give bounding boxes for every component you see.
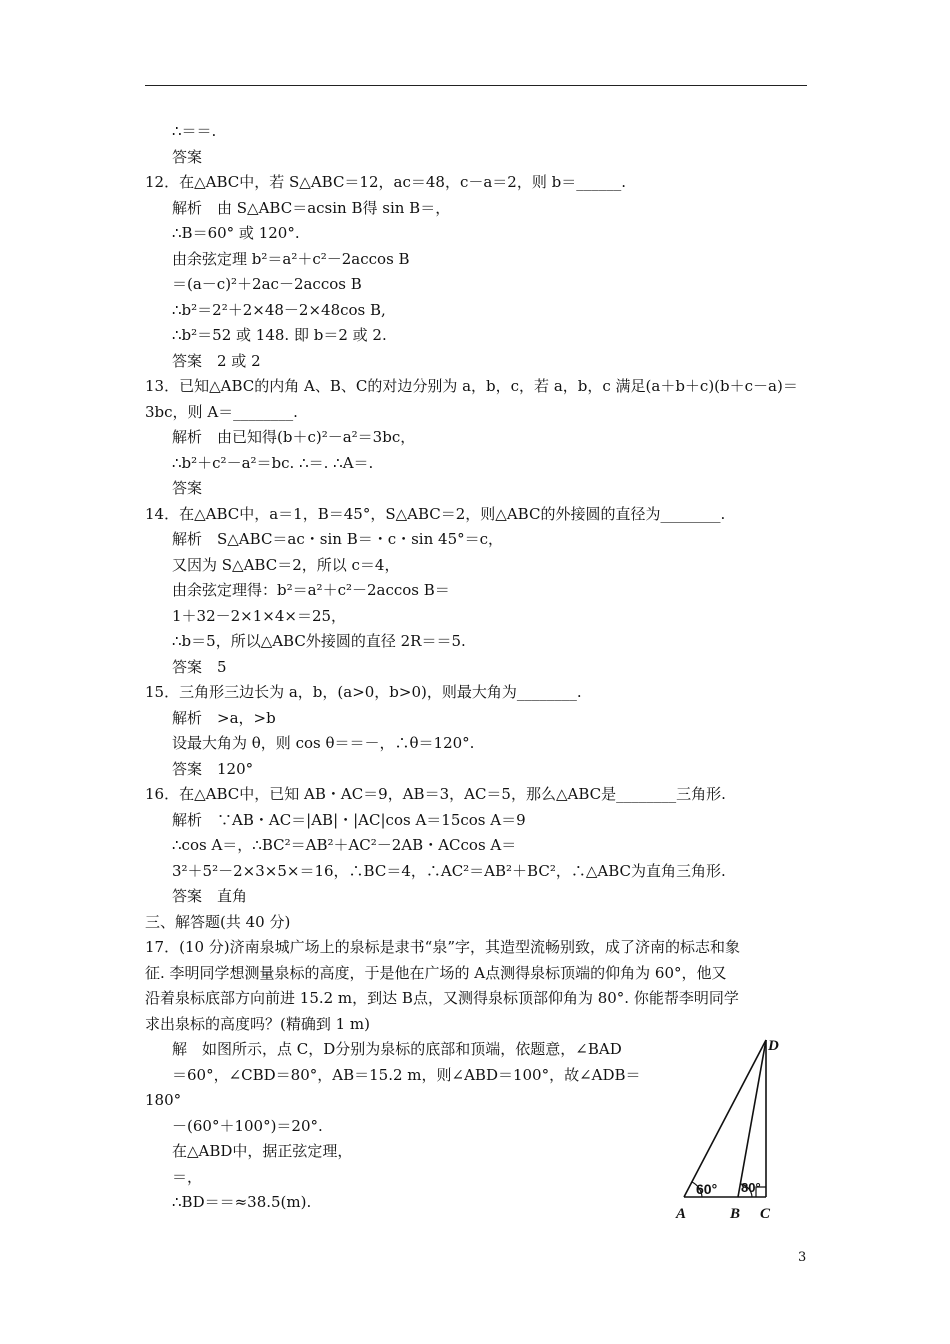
text-line: 解析 >a，>b — [172, 709, 276, 727]
edge-bd — [738, 1040, 766, 1197]
text-line: ∴b²＝52 或 148. 即 b＝2 或 2. — [172, 326, 387, 344]
text-line: 解析 由已知得(b＋c)²－a²＝3bc， — [172, 428, 416, 446]
question-13: 13．已知△ABC的内角 A、B、C的对边分别为 a，b，c，若 a，b，c 满足(a＋b＋c)(b＋c－a)＝ — [145, 377, 798, 395]
text-line: 由余弦定理得：b²＝a²＋c²－2accos B＝ — [172, 581, 450, 599]
label-d: D — [768, 1038, 779, 1054]
header-rule — [145, 85, 807, 86]
text-line: ∴＝＝. — [172, 122, 217, 140]
section-heading: 三、解答题(共 40 分) — [145, 913, 291, 931]
text-line: ∴b＝5，所以△ABC外接圆的直径 2R＝＝5. — [172, 632, 466, 650]
answer-line: 答案 2 或 2 — [172, 352, 261, 370]
answer-label: 答案 — [172, 148, 203, 166]
angle-label-b: 80° — [741, 1180, 761, 1195]
answer-line: 答案 120° — [172, 760, 254, 778]
answer-line: 答案 5 — [172, 658, 227, 676]
label-a: A — [676, 1206, 687, 1222]
text-line: －(60°＋100°)＝20°. — [172, 1117, 323, 1135]
text-line: ＝， — [172, 1168, 203, 1186]
label-c: C — [760, 1206, 771, 1222]
text-line: 征. 李明同学想测量泉标的高度，于是他在广场的 A点测得泉标顶端的仰角为 60°，他又 — [145, 964, 727, 982]
angle-label-a: 60° — [696, 1181, 718, 1197]
text-line: 又因为 S△ABC＝2，所以 c＝4， — [172, 556, 400, 574]
text-line: 求出泉标的高度吗？(精确到 1 m) — [145, 1015, 371, 1033]
edge-ad — [684, 1040, 766, 1197]
text-line: 3²＋5²－2×3×5×＝16，∴BC＝4，∴AC²＝AB²＋BC²，∴△ABC为直角三角形. — [172, 862, 726, 880]
text-line: 由余弦定理 b²＝a²＋c²－2accos B — [172, 250, 410, 268]
page-number: 3 — [798, 1250, 807, 1265]
question-15: 15．三角形三边长为 a，b，(a>0，b>0)，则最大角为________. — [145, 683, 582, 701]
question-16: 16．在△ABC中，已知 AB・AC＝9，AB＝3，AC＝5，那么△ABC是________三角形. — [145, 785, 726, 803]
text-line: ∴cos A＝，∴BC²＝AB²＋AC²－2AB・ACcos A＝ — [172, 836, 517, 854]
text-line: ∴BD＝＝≈38.5(m). — [172, 1193, 312, 1211]
question-12: 12．在△ABC中，若 S△ABC＝12，ac＝48，c－a＝2，则 b＝______. — [145, 173, 626, 191]
question-17: 17．(10 分)济南泉城广场上的泉标是隶书“泉”字，其造型流畅别致，成了济南的标志和象 — [145, 938, 740, 956]
text-line: 解析 由 S△ABC＝acsin B得 sin B＝， — [172, 199, 451, 217]
question-14: 14．在△ABC中，a＝1，B＝45°，S△ABC＝2，则△ABC的外接圆的直径为________. — [145, 505, 726, 523]
text-line: ∴b²＋c²－a²＝bc. ∴＝. ∴A＝. — [172, 454, 374, 472]
text-line: 1＋32－2×1×4×＝25， — [172, 607, 347, 625]
text-line: ＝60°，∠CBD＝80°，AB＝15.2 m，则∠ABD＝100°，故∠ADB＝ — [172, 1066, 641, 1084]
text-line: 3bc，则 A＝________. — [145, 403, 298, 421]
text-line: ∴b²＝2²＋2×48－2×48cos B, — [172, 301, 386, 319]
text-line: 解 如图所示，点 C，D分别为泉标的底部和顶端，依题意，∠BAD — [172, 1040, 622, 1058]
text-line: 解析 S△ABC＝ac・sin B＝・c・sin 45°＝c， — [172, 530, 504, 548]
answer-line: 答案 直角 — [172, 887, 248, 905]
triangle-figure — [668, 1030, 788, 1230]
text-line: 设最大角为 θ，则 cos θ＝＝－，∴θ＝120°. — [172, 734, 475, 752]
text-line: 解析 ∵AB・AC＝|AB|・|AC|cos A＝15cos A＝9 — [172, 811, 526, 829]
text-line: ∴B＝60° 或 120°. — [172, 224, 300, 242]
text-line: 沿着泉标底部方向前进 15.2 m，到达 B点，又测得泉标顶部仰角为 80°. 你能帮李明同学 — [145, 989, 739, 1007]
text-line: ＝(a－c)²＋2ac－2accos B — [172, 275, 362, 293]
text-line: 180° — [145, 1091, 182, 1109]
answer-label: 答案 — [172, 479, 203, 497]
label-b: B — [730, 1206, 741, 1222]
text-line: 在△ABD中，据正弦定理， — [172, 1142, 353, 1160]
